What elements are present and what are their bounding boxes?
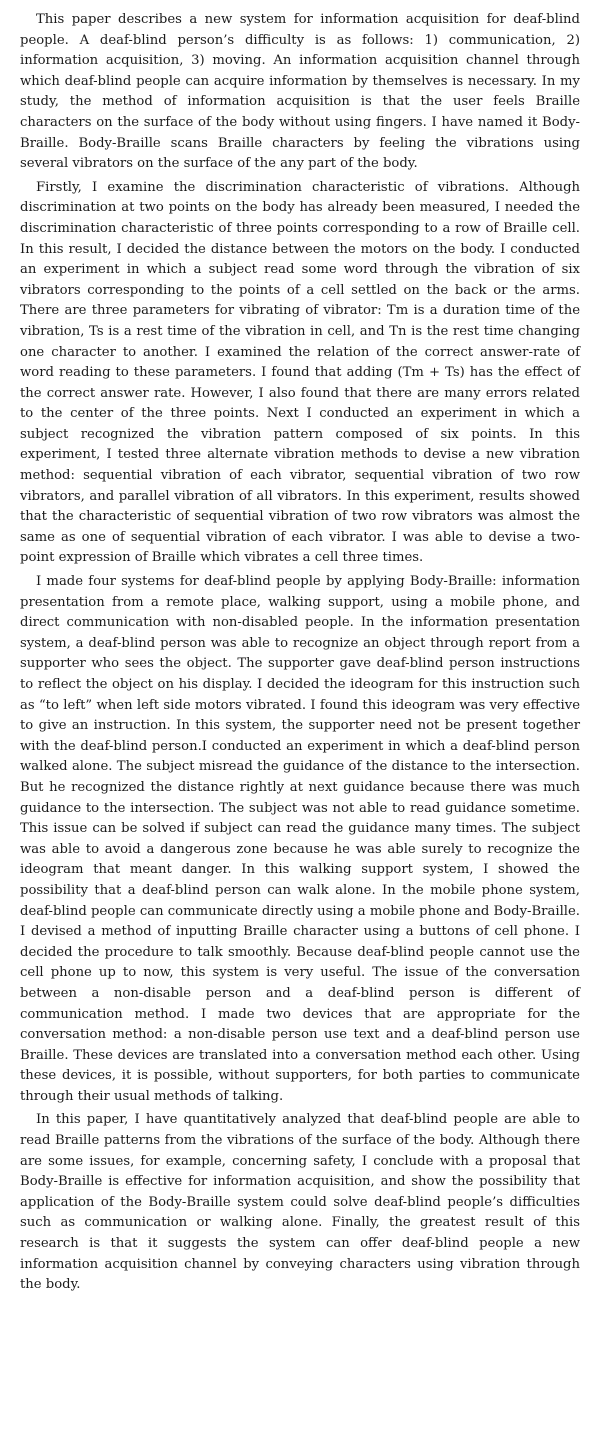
- paragraph-systems: I made four systems for deaf-blind people by applying Body-Braille: information presentation from a remote place, walking support, using a mobile phone, and direct communication with non-disabled people. In the information presentation system, a deaf-blind person was able to recognize an object through report from a supporter who sees the object. The supporter gave deaf-blind person instructions to reflect the object on his display. I decided the ideogram for this instruction such as “to left” when left side motors vibrated. I found this ideogram was very effective to give an instruction. In this system, the supporter need not be present together with the deaf-blind person.I conducted an experiment in which a deaf-blind person walked alone. The subject misread the guidance of the distance to the intersection. But he recognized the distance rightly at next guidance because there was much guidance to the intersection. The subject was not able to read guidance sometime. This issue can be solved if subject can read the guidance many times. The subject was able to avoid a dangerous zone because he was able surely to recognize the ideogram that meant danger. In this walking support system, I showed the possibility that a deaf-blind person can walk alone. In the mobile phone system, deaf-blind people can communicate directly using a mobile phone and Body-Braille. I devised a method of inputting Braille character using a buttons of cell phone. I decided the procedure to talk smoothly. Because deaf-blind people cannot use the cell phone up to now, this system is very useful. The issue of the conversation between a non-disable person and a deaf-blind person is different of communication method. I made two devices that are appropriate for the conversation method: a non-disable person use text and a deaf-blind person use Braille. These devices are translated into a conversation method each other. Using these devices, it is possible, without supporters, for both parties to communicate through their usual methods of talking.: [20, 574, 580, 1104]
- paragraph-introduction: This paper describes a new system for information acquisition for deaf-blind people. A deaf-blind person’s difficulty is as follows: 1) communication, 2) information acquisition, 3) moving. An information acquisition channel through which deaf-blind people can acquire information by themselves is necessary. In my study, the method of information acquisition is that the user feels Braille characters on the surface of the body without using fingers. I have named it Body-Braille. Body-Braille scans Braille characters by feeling the vibrations using several vibrators on the surface of the any part of the body.: [20, 12, 580, 172]
- paragraph-conclusion: In this paper, I have quantitatively analyzed that deaf-blind people are able to read Braille patterns from the vibrations of the surface of the body. Although there are some issues, for example, concerning safety, I conclude with a proposal that Body-Braille is effective for information acquisition, and show the possibility that application of the Body-Braille system could solve deaf-blind people’s difficulties such as communication or walking alone. Finally, the greatest result of this research is that it suggests the system can offer deaf-blind people a new information acquisition channel by conveying characters using vibration through the body.: [20, 1112, 580, 1293]
- paragraph-experiments: Firstly, I examine the discrimination characteristic of vibrations. Although discrimination at two points on the body has already been measured, I needed the discrimination characteristic of three points corresponding to a row of Braille cell. In this result, I decided the distance between the motors on the body. I conducted an experiment in which a subject read some word through the vibration of six vibrators corresponding to the points of a cell settled on the back or the arms. There are three parameters for vibrating of vibrator: Tm is a duration time of the vibration, Ts is a rest time of the vibration in cell, and Tn is the rest time changing one character to another. I examined the relation of the correct answer-rate of word reading to these parameters. I found that adding (Tm + Ts) has the effect of the correct answer rate. However, I also found that there are many errors related to the center of the three points. Next I conducted an experiment in which a subject recognized the vibration pattern composed of six points. In this experiment, I tested three alternate vibration methods to devise a new vibration method: sequential vibration of each vibrator, sequential vibration of two row vibrators, and parallel vibration of all vibrators. In this experiment, results showed that the characteristic of sequential vibration of two row vibrators was almost the same as one of sequential vibration of each vibrator. I was able to devise a two-point expression of Braille which vibrates a cell three times.: [20, 179, 580, 566]
